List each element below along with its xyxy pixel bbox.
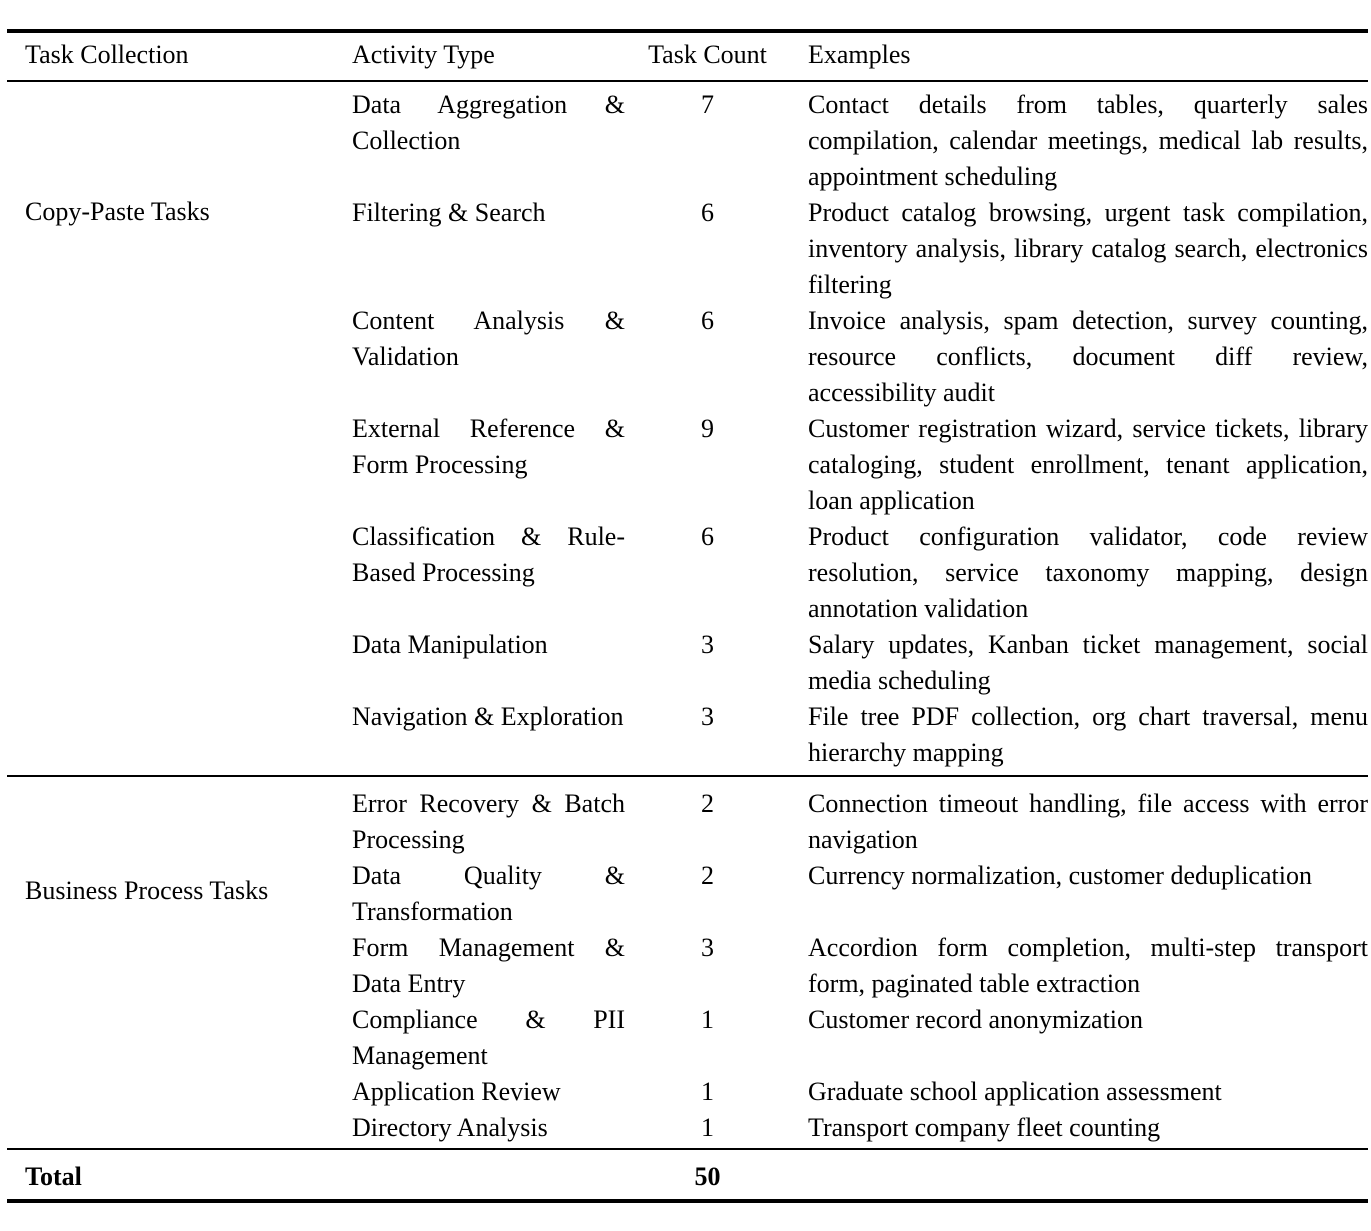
examples-cell: Product catalog browsing, urgent task compilation, inventory analysis, library catalog search, electronics filtering: [808, 198, 1368, 299]
activity-cell: Directory Analysis: [352, 1113, 548, 1142]
column-header-task-collection: Task Collection: [25, 40, 189, 69]
collection-label-business-process: Business Process Tasks: [25, 876, 269, 905]
activity-cell: Data Aggregation & Collection: [352, 90, 625, 155]
activity-cell: Navigation & Exploration: [352, 702, 624, 731]
task-collection-table: [7, 29, 1368, 1203]
count-cell: 1: [701, 1113, 714, 1142]
examples-cell: Transport company fleet counting: [808, 1113, 1161, 1142]
count-cell: 6: [701, 522, 714, 551]
count-cell: 6: [701, 198, 714, 227]
count-cell: 3: [701, 933, 714, 962]
examples-cell: Invoice analysis, spam detection, survey counting, resource conflicts, document diff review, accessibility audit: [808, 306, 1368, 407]
total-row: [7, 1149, 1368, 1201]
collection-label-copy-paste: Copy-Paste Tasks: [25, 197, 210, 226]
examples-cell: Customer record anonymization: [808, 1005, 1144, 1034]
examples-cell: Contact details from tables, quarterly sales compilation, calendar meetings, medical lab results, appointment scheduling: [808, 90, 1368, 191]
column-header-task-count: Task Count: [648, 40, 767, 69]
header-row: [7, 31, 1368, 81]
activity-cell: Data Quality & Transformation: [352, 861, 625, 926]
examples-cell: Currency normalization, customer deduplication: [808, 861, 1312, 890]
examples-cell: Product configuration validator, code review resolution, service taxonomy mapping, design annotation validation: [808, 522, 1368, 623]
examples-cell: Accordion form completion, multi-step transport form, paginated table extraction: [808, 933, 1368, 998]
examples-cell: Customer registration wizard, service tickets, library cataloging, student enrollment, tenant application, loan application: [808, 414, 1368, 515]
group-copy-paste-tasks: [7, 81, 1368, 776]
group-business-process-tasks: [7, 776, 1368, 1149]
total-count: 50: [694, 1162, 721, 1191]
examples-cell: Connection timeout handling, file access with error navigation: [808, 789, 1368, 854]
total-examples-empty: [780, 1149, 1368, 1201]
total-section: [7, 1149, 1368, 1201]
count-cell: 1: [701, 1077, 714, 1106]
count-cell: 1: [701, 1005, 714, 1034]
examples-cell: File tree PDF collection, org chart traversal, menu hierarchy mapping: [808, 702, 1368, 767]
activity-cell: Compliance & PII Management: [352, 1005, 625, 1070]
count-cell: 2: [701, 789, 714, 818]
examples-cell: Graduate school application assessment: [808, 1077, 1222, 1106]
activity-cell: Error Recovery & Batch Processing: [352, 789, 625, 854]
count-cell: 6: [701, 306, 714, 335]
count-cell: 3: [701, 702, 714, 731]
table-header: [7, 31, 1368, 81]
examples-cell: Salary updates, Kanban ticket management, social media scheduling: [808, 630, 1368, 695]
column-header-examples: Examples: [808, 40, 911, 69]
table-row: [7, 776, 1368, 858]
column-header-activity-type: Activity Type: [352, 40, 495, 69]
table-row: [7, 81, 1368, 195]
activity-cell: Form Management & Data Entry: [352, 933, 625, 998]
count-cell: 3: [701, 630, 714, 659]
count-cell: 7: [701, 90, 714, 119]
activity-cell: External Reference & Form Processing: [352, 414, 625, 479]
count-cell: 2: [701, 861, 714, 890]
activity-cell: Data Manipulation: [352, 630, 548, 659]
activity-cell: Classification & Rule-Based Processing: [352, 522, 625, 587]
activity-cell: Application Review: [352, 1077, 561, 1106]
activity-cell: Content Analysis & Validation: [352, 306, 625, 371]
activity-cell: Filtering & Search: [352, 198, 546, 227]
count-cell: 9: [701, 414, 714, 443]
total-label: Total: [25, 1162, 82, 1191]
